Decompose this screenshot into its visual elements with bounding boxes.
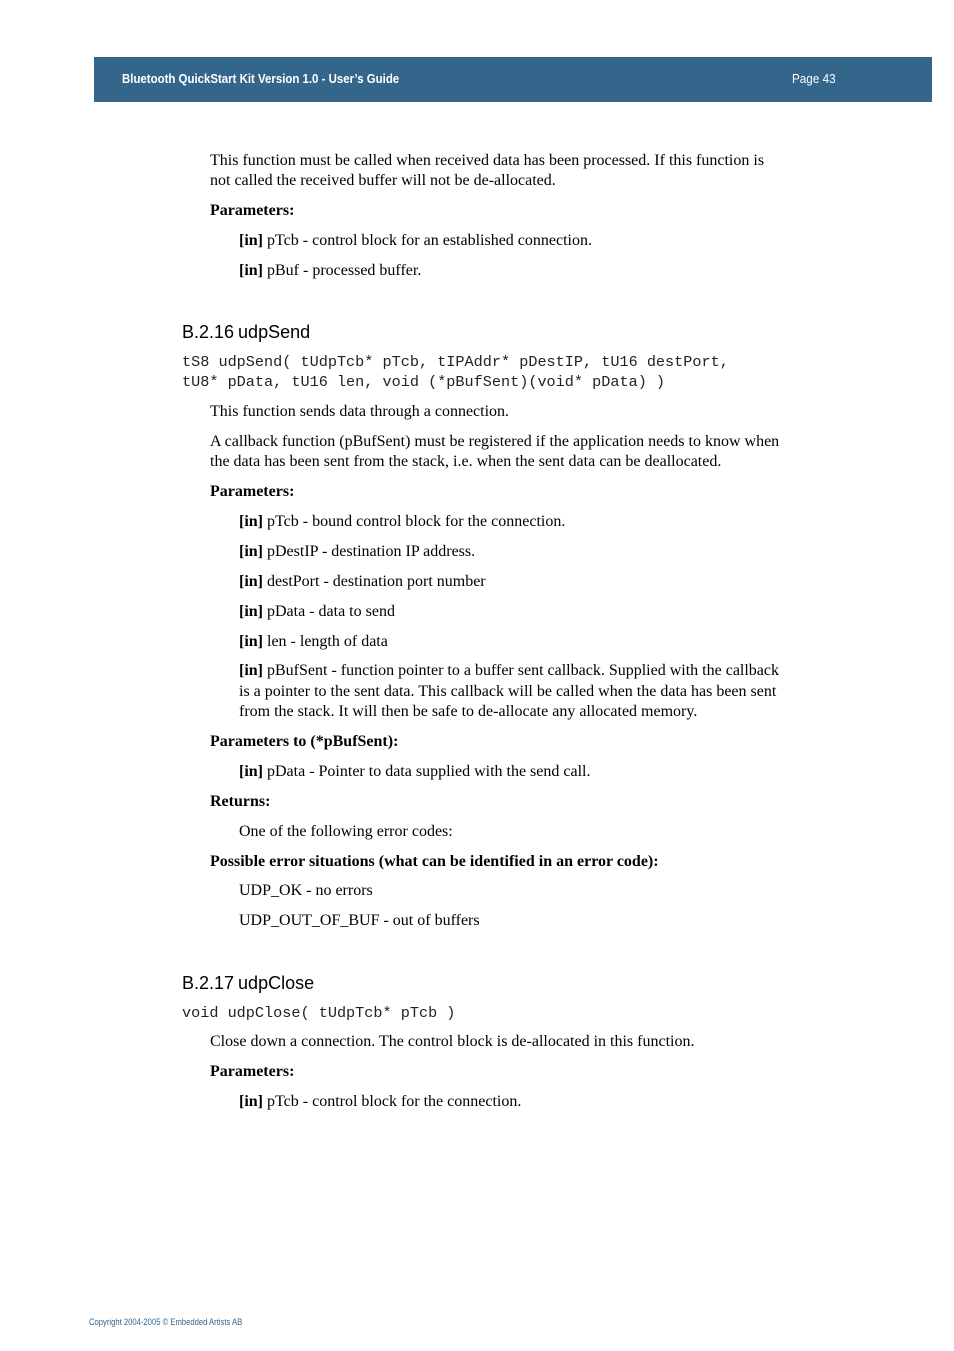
param-text: pTcb - control block for the connection. (263, 1093, 522, 1110)
udpsend-param (239, 572, 486, 592)
udpsend-param (239, 602, 395, 622)
returns-heading: Returns: (210, 793, 271, 810)
param-direction: [in] (239, 633, 263, 650)
pbufsent-line-3: from the stack. It will then be safe to de-allocate any allocated memory. (239, 703, 698, 720)
section-title: udpSend (238, 322, 311, 342)
intro-line-2: not called the received buffer will not be de-allocated. (210, 172, 556, 189)
intro-line-1: This function must be called when received data has been processed. If this function is (210, 152, 765, 169)
returns-text: One of the following error codes: (239, 823, 453, 840)
section-number: B.2.16 (182, 322, 235, 342)
udpsend-callback-line-2: the data has been sent from the stack, i.e. when the sent data can be deallocated. (210, 453, 722, 470)
param-text: pTcb - control block for an established connection. (263, 232, 592, 249)
param-text: pDestIP - destination IP address. (263, 543, 476, 560)
udpclose-param (239, 1092, 521, 1112)
param-direction: [in] (239, 543, 263, 560)
param-text: pBuf - processed buffer. (263, 262, 422, 279)
error-code: UDP_OUT_OF_BUF - out of buffers (239, 912, 480, 929)
udpclose-signature: void udpClose( tUdpTcb* pTcb ) (182, 1004, 456, 1022)
param-direction: [in] (239, 662, 263, 679)
section-heading-udpsend (182, 321, 310, 343)
section-number: B.2.17 (182, 973, 235, 993)
intro-param (239, 261, 421, 281)
params-to-heading: Parameters to (*pBufSent): (210, 733, 399, 750)
errors-heading: Possible error situations (what can be identified in an error code): (210, 853, 659, 870)
param-text: pBufSent - function pointer to a buffer sent callback. Supplied with the callback (263, 662, 780, 679)
udpclose-params-heading: Parameters: (210, 1063, 295, 1080)
param-direction: [in] (239, 513, 263, 530)
udpclose-description: Close down a connection. The control block is de-allocated in this function. (210, 1033, 695, 1050)
param-direction: [in] (239, 763, 263, 780)
param-direction: [in] (239, 1093, 263, 1110)
udpsend-callback-line-1: A callback function (pBufSent) must be registered if the application needs to know when (210, 433, 780, 450)
intro-params-heading: Parameters: (210, 202, 295, 219)
params-to-item (239, 762, 590, 782)
param-text: pTcb - bound control block for the connection. (263, 513, 566, 530)
param-direction: [in] (239, 262, 263, 279)
udpsend-param (239, 512, 565, 532)
error-code: UDP_OK - no errors (239, 882, 373, 899)
section-heading-udpclose (182, 972, 314, 994)
page-number: Page 43 (792, 71, 836, 86)
section-title: udpClose (238, 973, 315, 993)
udpsend-param (239, 632, 388, 652)
document-title: Bluetooth QuickStart Kit Version 1.0 - User’s Guide (122, 71, 400, 86)
udpsend-params-heading: Parameters: (210, 483, 295, 500)
param-text: destPort - destination port number (263, 573, 486, 590)
copyright-footer: Copyright 2004-2005 © Embedded Artists AB (89, 1317, 243, 1327)
udpsend-signature-line-1: tS8 udpSend( tUdpTcb* pTcb, tIPAddr* pDestIP, tU16 destPort, (182, 353, 729, 371)
udpsend-description: This function sends data through a connection. (210, 403, 510, 420)
param-text: pData - data to send (263, 603, 395, 620)
param-direction: [in] (239, 232, 263, 249)
intro-param (239, 231, 592, 251)
param-text: pData - Pointer to data supplied with the send call. (263, 763, 591, 780)
param-direction: [in] (239, 573, 263, 590)
param-text: len - length of data (263, 633, 388, 650)
udpsend-param (239, 661, 779, 681)
udpsend-signature-line-2: tU8* pData, tU16 len, void (*pBufSent)(void* pData) ) (182, 373, 666, 391)
param-direction: [in] (239, 603, 263, 620)
page-header (94, 57, 932, 102)
udpsend-param (239, 542, 475, 562)
pbufsent-line-2: is a pointer to the sent data. This callback will be called when the data has been sent (239, 683, 777, 700)
